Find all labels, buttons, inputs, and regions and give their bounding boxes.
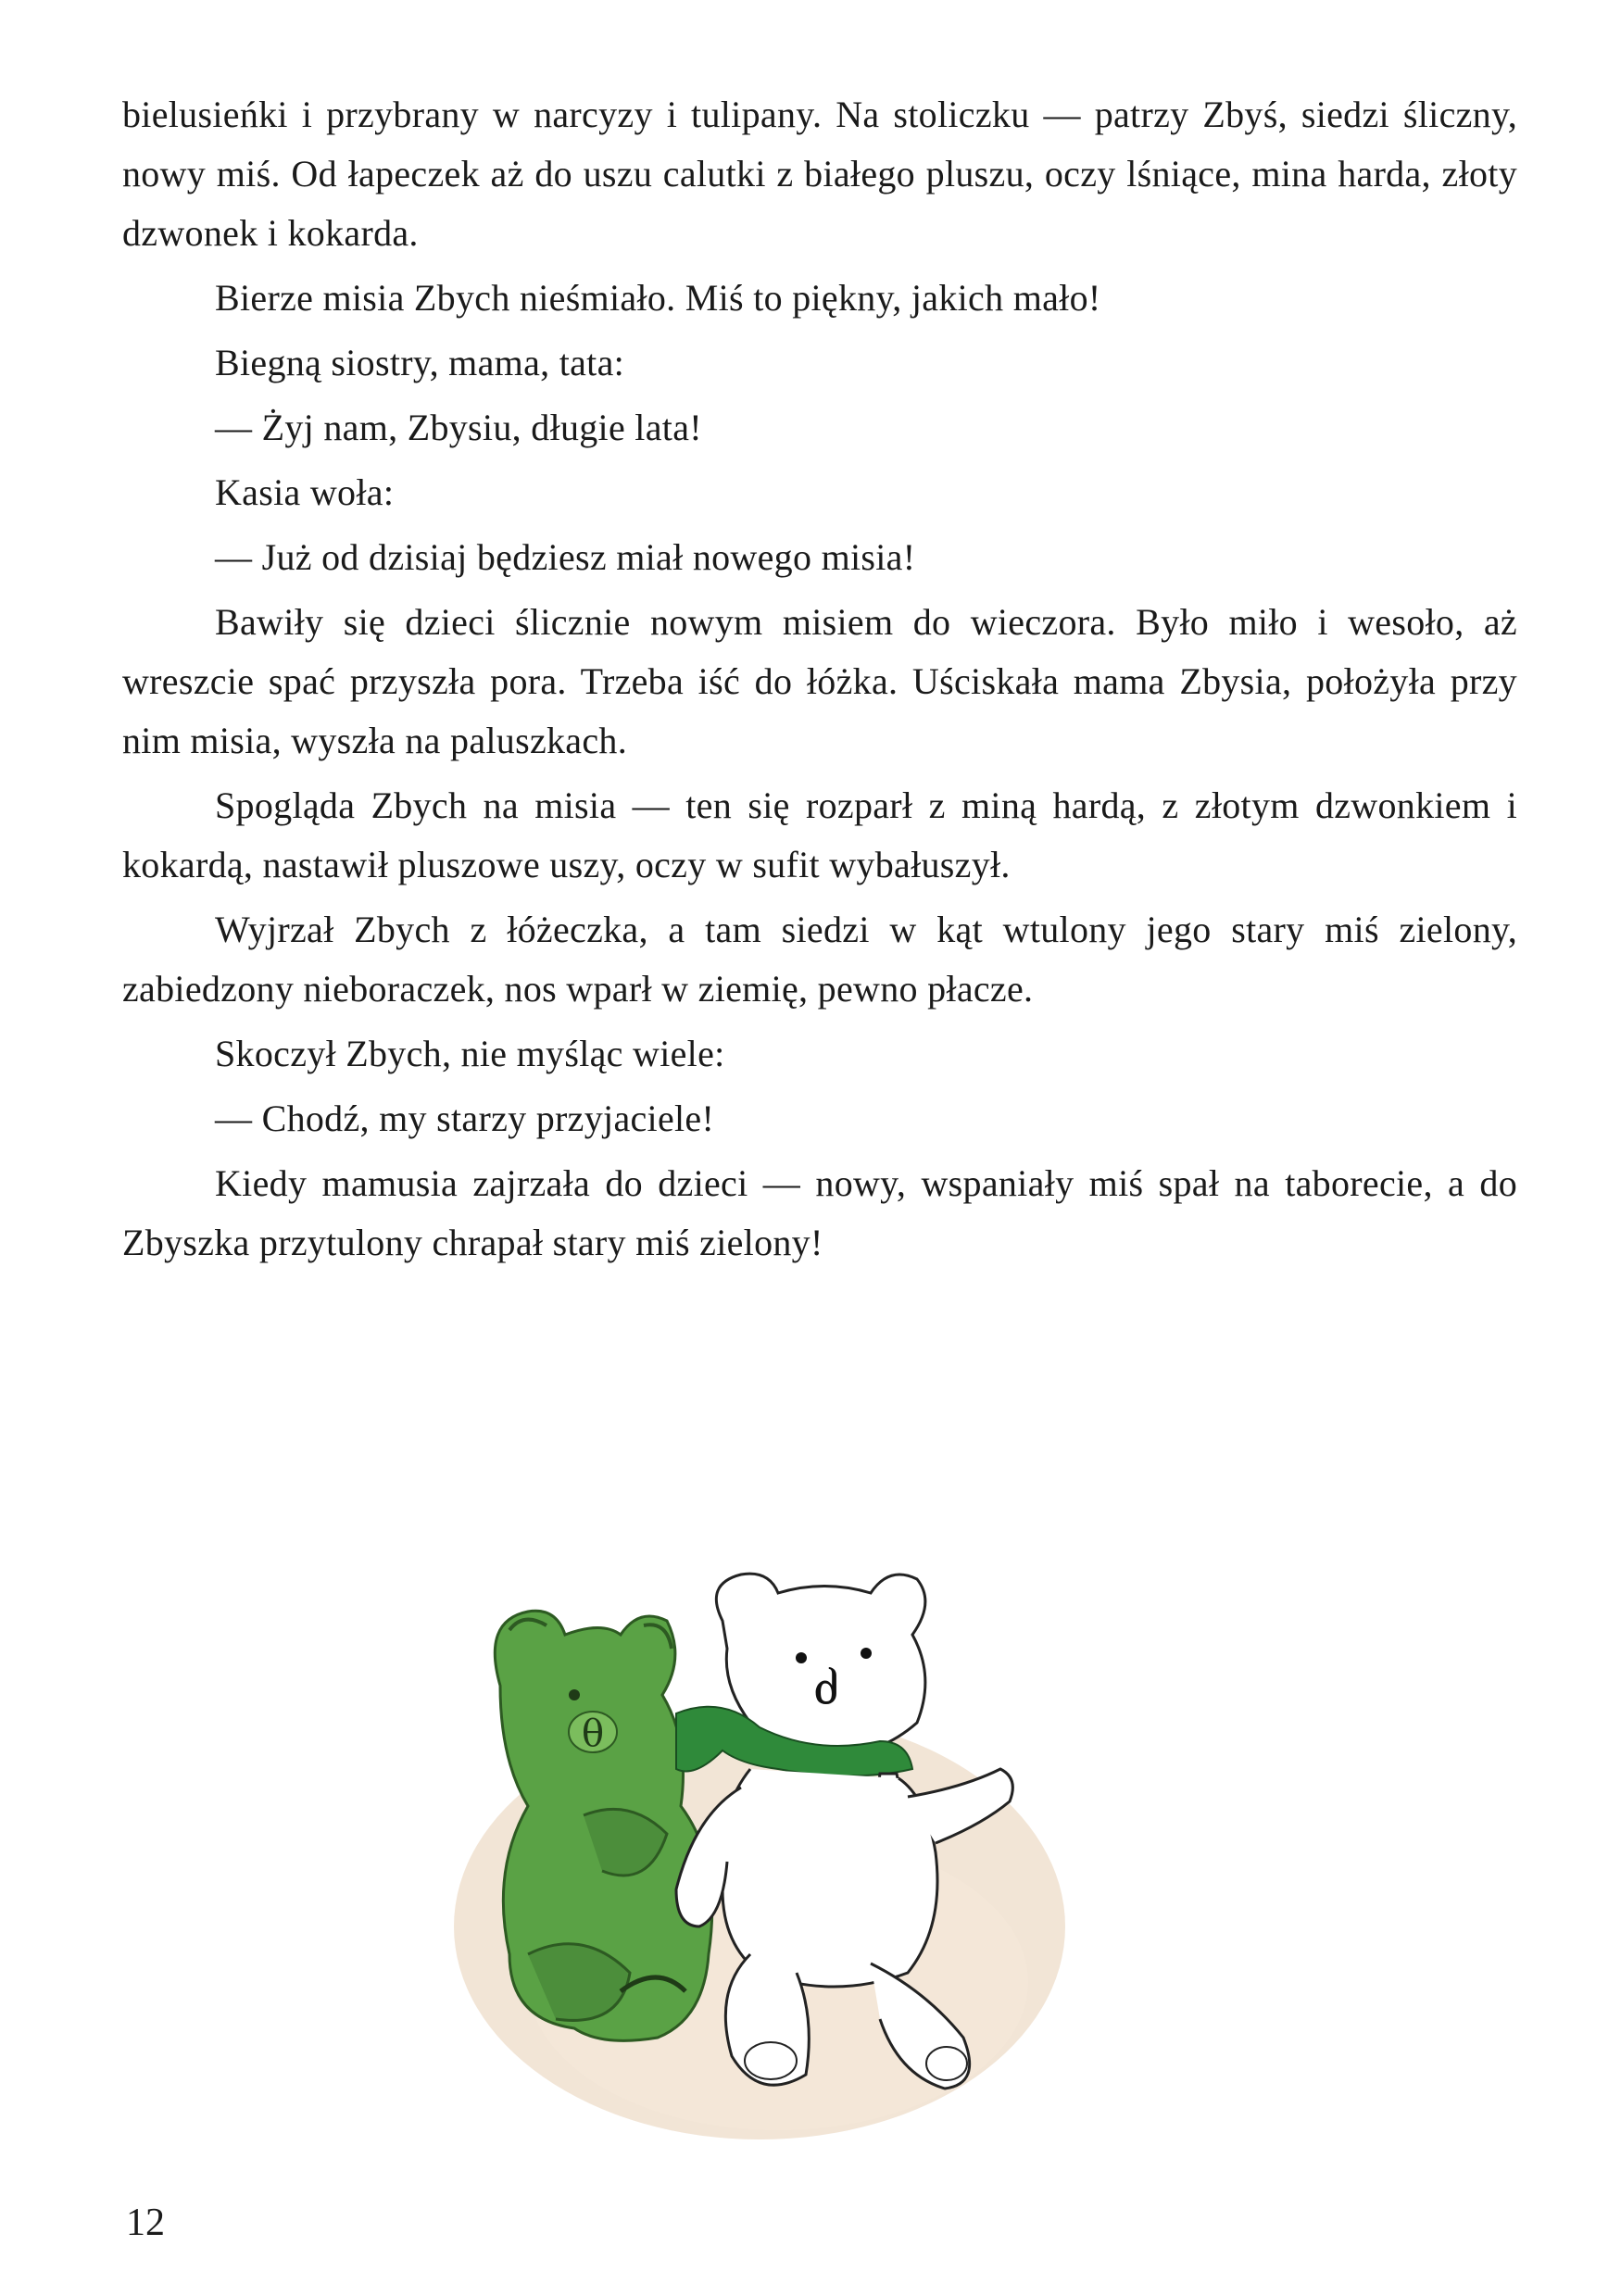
paragraph-12: Kiedy mamusia zajrzała do dzieci — nowy, wspaniały miś spał na taborecie, a do Zbyszka przytulony chrapał stary miś zielony! bbox=[122, 1162, 1517, 1263]
teddy-bears-illustration bbox=[445, 1556, 1093, 2149]
paragraph-5: Kasia woła: bbox=[215, 471, 395, 513]
paragraph-11: — Chodź, my starzy przyjaciele! bbox=[215, 1098, 715, 1139]
paragraph-6: — Już od dzisiaj będziesz miał nowego misia! bbox=[215, 536, 916, 578]
green-bear-icon bbox=[495, 1611, 711, 2040]
paragraph-8: Spogląda Zbych na misia — ten się rozparł z miną hardą, z złotym dzwonkiem i kokardą, nastawił pluszowe uszy, oczy w sufit wybałuszył. bbox=[122, 784, 1517, 885]
svg-text:ძ: ძ bbox=[813, 1663, 840, 1715]
paragraph-4: — Żyj nam, Zbysiu, długie lata! bbox=[215, 407, 702, 448]
paragraph-1: bielusieńki i przybrany w narcyzy i tulipany. Na stoliczku — patrzy Zbyś, siedzi śliczny, nowy miś. Od łapeczek aż do uszu calutki z białego pluszu, oczy lśniące, mina harda, złoty dzwonek i kokarda. bbox=[122, 94, 1517, 254]
page-number: 12 bbox=[126, 2202, 165, 2244]
paragraph-10: Skoczył Zbych, nie myśląc wiele: bbox=[215, 1033, 725, 1074]
paragraph-2: Bierze misia Zbych nieśmiało. Miś to piękny, jakich mało! bbox=[215, 277, 1101, 319]
paragraph-9: Wyjrzał Zbych z łóżeczka, a tam siedzi w kąt wtulony jego stary miś zielony, zabiedzony nieboraczek, nos wparł w ziemię, pewno płacze. bbox=[122, 909, 1517, 1010]
svg-text:θ: θ bbox=[582, 1713, 605, 1755]
paragraph-3: Biegną siostry, mama, tata: bbox=[215, 342, 625, 383]
paragraph-7: Bawiły się dzieci ślicznie nowym misiem do wieczora. Było miło i wesoło, aż wreszcie spać przyszła pora. Trzeba iść do łóżka. Uściskała mama Zbysia, położyła przy nim misia, wyszła na paluszkach. bbox=[122, 601, 1517, 761]
story-text bbox=[122, 85, 1517, 1278]
